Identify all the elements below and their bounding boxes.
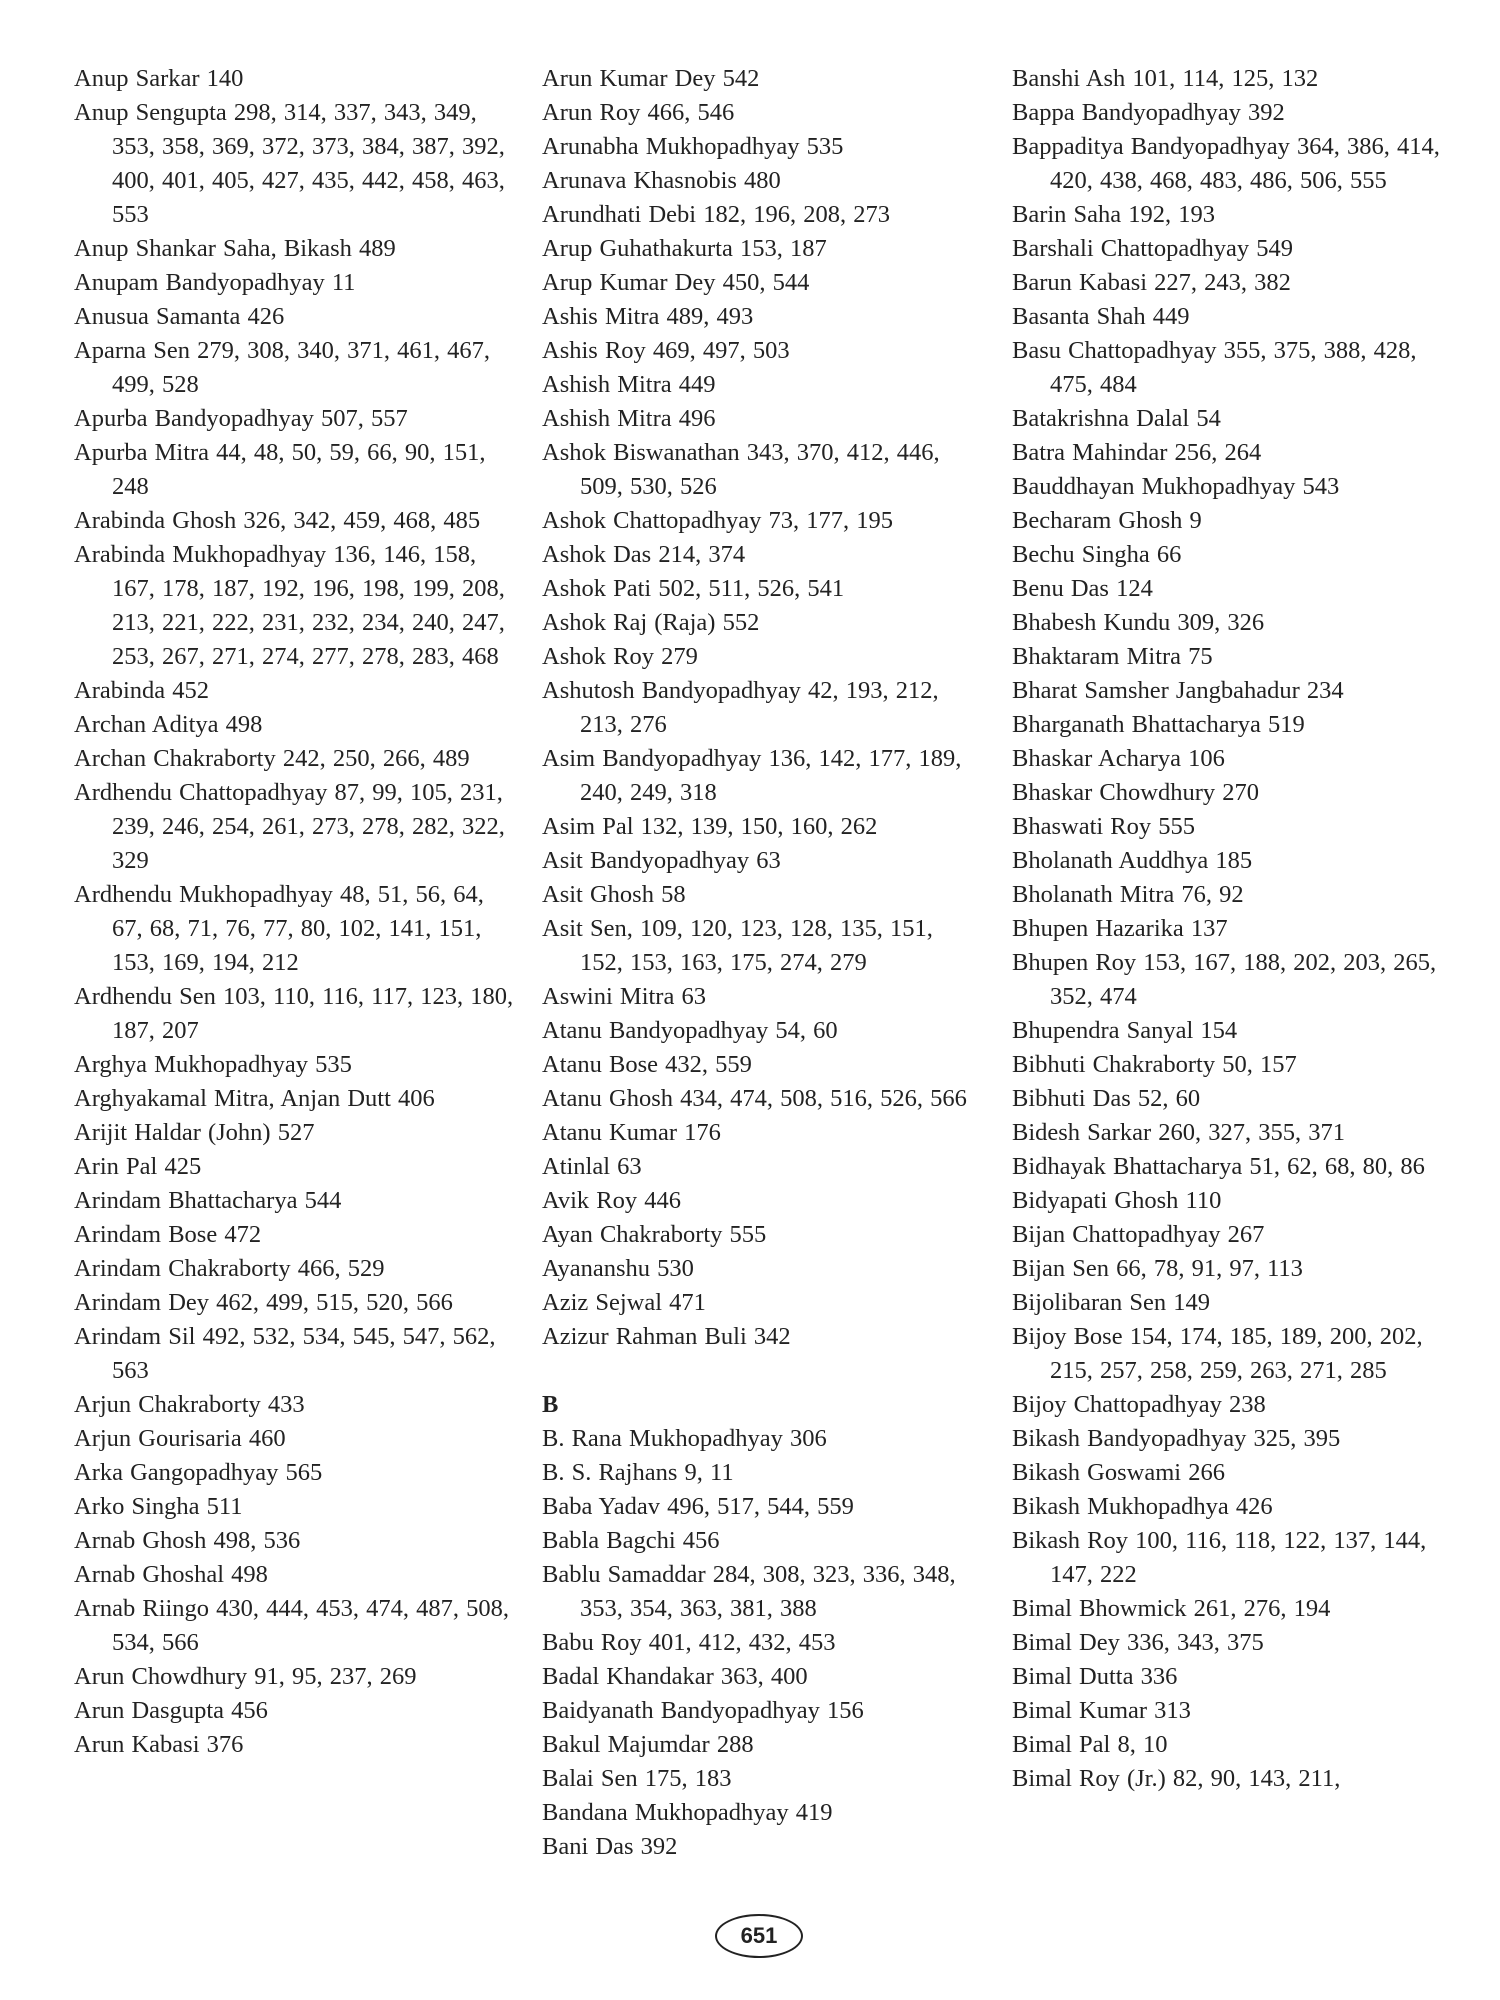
index-entry: Basanta Shah 449 — [1012, 303, 1190, 330]
index-entry: Bimal Dey 336, 343, 375 — [1012, 1629, 1264, 1656]
index-entry: Anup Shankar Saha, Bikash 489 — [74, 235, 396, 262]
index-column-1 — [74, 62, 514, 1762]
index-entry: Arin Pal 425 — [74, 1153, 202, 1180]
index-entry: Arnab Ghoshal 498 — [74, 1561, 268, 1588]
index-entry: Bimal Pal 8, 10 — [1012, 1731, 1168, 1758]
index-entry: Ashok Roy 279 — [542, 643, 698, 670]
index-entry: Bijolibaran Sen 149 — [1012, 1289, 1210, 1316]
index-entry: Ashis Mitra 489, 493 — [542, 303, 754, 330]
index-entry: Barun Kabasi 227, 243, 382 — [1012, 269, 1291, 296]
index-entry: Arindam Bose 472 — [74, 1221, 262, 1248]
index-entry: Ashish Mitra 449 — [542, 371, 716, 398]
index-entry: Arko Singha 511 — [74, 1493, 243, 1520]
index-entry: Arindam Dey 462, 499, 515, 520, 566 — [74, 1289, 453, 1316]
index-entry: Bijan Sen 66, 78, 91, 97, 113 — [1012, 1255, 1303, 1282]
index-entry: Atanu Bandyopadhyay 54, 60 — [542, 1017, 838, 1044]
section-letter-heading: B — [542, 1391, 559, 1418]
index-entry: Bijoy Bose 154, 174, 185, 189, 200, 202, 215, 257, 258, 259, 263, 271, 285 — [1012, 1323, 1423, 1384]
index-entry: Bimal Bhowmick 261, 276, 194 — [1012, 1595, 1331, 1622]
index-entry: Bhupen Roy 153, 167, 188, 202, 203, 265, 352, 474 — [1012, 949, 1437, 1010]
index-entry: Ardhendu Sen 103, 110, 116, 117, 123, 180, 187, 207 — [74, 983, 514, 1044]
index-entry: Bholanath Mitra 76, 92 — [1012, 881, 1244, 908]
index-entry: Ashok Biswanathan 343, 370, 412, 446, 509, 530, 526 — [542, 439, 940, 500]
index-entry: Arindam Bhattacharya 544 — [74, 1187, 342, 1214]
index-entry: Archan Chakraborty 242, 250, 266, 489 — [74, 745, 470, 772]
index-entry: Banshi Ash 101, 114, 125, 132 — [1012, 65, 1319, 92]
index-entry: Barin Saha 192, 193 — [1012, 201, 1216, 228]
index-entry: Arun Kumar Dey 542 — [542, 65, 760, 92]
index-entry: Bimal Roy (Jr.) 82, 90, 143, 211, — [1012, 1765, 1341, 1792]
index-entry: Archan Aditya 498 — [74, 711, 263, 738]
index-entry: B. S. Rajhans 9, 11 — [542, 1459, 734, 1486]
index-entry: Bidyapati Ghosh 110 — [1012, 1187, 1222, 1214]
index-column-3 — [1012, 62, 1452, 1796]
index-entry: Bhabesh Kundu 309, 326 — [1012, 609, 1265, 636]
index-entry: Arjun Chakraborty 433 — [74, 1391, 305, 1418]
index-entry: Bauddhayan Mukhopadhyay 543 — [1012, 473, 1340, 500]
index-entry: Bijan Chattopadhyay 267 — [1012, 1221, 1265, 1248]
index-entry: Arup Kumar Dey 450, 544 — [542, 269, 810, 296]
index-entry: Anupam Bandyopadhyay 11 — [74, 269, 356, 296]
index-entry: Atanu Kumar 176 — [542, 1119, 721, 1146]
index-entry: Atanu Bose 432, 559 — [542, 1051, 752, 1078]
index-entry: Arun Roy 466, 546 — [542, 99, 735, 126]
index-entry: Benu Das 124 — [1012, 575, 1153, 602]
index-entry: Arup Guhathakurta 153, 187 — [542, 235, 827, 262]
index-entry: Aziz Sejwal 471 — [542, 1289, 706, 1316]
index-entry: Bappa Bandyopadhyay 392 — [1012, 99, 1285, 126]
index-entry: B. Rana Mukhopadhyay 306 — [542, 1425, 827, 1452]
index-entry: Atanu Ghosh 434, 474, 508, 516, 526, 566 — [542, 1085, 967, 1112]
index-entry: Asit Sen, 109, 120, 123, 128, 135, 151, 152, 153, 163, 175, 274, 279 — [542, 915, 933, 976]
index-entry: Bhupendra Sanyal 154 — [1012, 1017, 1238, 1044]
index-entry: Arabinda Mukhopadhyay 136, 146, 158, 167, 178, 187, 192, 196, 198, 199, 208, 213, 221, 222, 231, 232, 234, 240, 247, 253, 267, 271, 274, 277, 278, 283, 468 — [74, 541, 505, 670]
index-entry: Arnab Riingo 430, 444, 453, 474, 487, 508, 534, 566 — [74, 1595, 510, 1656]
index-entry: Asit Ghosh 58 — [542, 881, 686, 908]
index-entry: Arindam Chakraborty 466, 529 — [74, 1255, 385, 1282]
index-entry: Bechu Singha 66 — [1012, 541, 1182, 568]
index-entry: Barshali Chattopadhyay 549 — [1012, 235, 1293, 262]
index-entry: Bimal Dutta 336 — [1012, 1663, 1178, 1690]
index-column-2 — [542, 62, 982, 1864]
index-entry: Ardhendu Mukhopadhyay 48, 51, 56, 64, 67, 68, 71, 76, 77, 80, 102, 141, 151, 153, 169, 194, 212 — [74, 881, 484, 976]
page-number: 651 — [715, 1914, 803, 1958]
index-entry: Ashok Das 214, 374 — [542, 541, 746, 568]
index-entry: Bandana Mukhopadhyay 419 — [542, 1799, 833, 1826]
index-entry: Ashish Mitra 496 — [542, 405, 716, 432]
index-entry: Bidesh Sarkar 260, 327, 355, 371 — [1012, 1119, 1345, 1146]
index-entry: Ashok Pati 502, 511, 526, 541 — [542, 575, 845, 602]
index-entry: Bikash Mukhopadhya 426 — [1012, 1493, 1273, 1520]
index-entry: Bakul Majumdar 288 — [542, 1731, 754, 1758]
index-entry: Ashok Chattopadhyay 73, 177, 195 — [542, 507, 894, 534]
index-entry: Baidyanath Bandyopadhyay 156 — [542, 1697, 864, 1724]
index-entry: Bani Das 392 — [542, 1833, 678, 1860]
index-entry: Bappaditya Bandyopadhyay 364, 386, 414, 420, 438, 468, 483, 486, 506, 555 — [1012, 133, 1440, 194]
index-entry: Bharat Samsher Jangbahadur 234 — [1012, 677, 1344, 704]
index-entry: Anusua Samanta 426 — [74, 303, 285, 330]
index-entry: Bimal Kumar 313 — [1012, 1697, 1191, 1724]
index-entry: Badal Khandakar 363, 400 — [542, 1663, 808, 1690]
index-entry: Arjun Gourisaria 460 — [74, 1425, 286, 1452]
index-entry: Arun Kabasi 376 — [74, 1731, 244, 1758]
index-entry: Batra Mahindar 256, 264 — [1012, 439, 1262, 466]
index-entry: Arun Chowdhury 91, 95, 237, 269 — [74, 1663, 417, 1690]
index-entry: Bhaktaram Mitra 75 — [1012, 643, 1213, 670]
index-entry: Arunava Khasnobis 480 — [542, 167, 781, 194]
index-entry: Arabinda Ghosh 326, 342, 459, 468, 485 — [74, 507, 481, 534]
index-entry: Bikash Goswami 266 — [1012, 1459, 1225, 1486]
index-entry: Ayananshu 530 — [542, 1255, 694, 1282]
index-entry: Azizur Rahman Buli 342 — [542, 1323, 791, 1350]
index-entry: Arundhati Debi 182, 196, 208, 273 — [542, 201, 890, 228]
index-entry: Bhaskar Chowdhury 270 — [1012, 779, 1259, 806]
index-entry: Arka Gangopadhyay 565 — [74, 1459, 323, 1486]
index-entry: Anup Sengupta 298, 314, 337, 343, 349, 353, 358, 369, 372, 373, 384, 387, 392, 400, 401, 405, 427, 435, 442, 458, 463, 553 — [74, 99, 505, 228]
index-entry: Bhaskar Acharya 106 — [1012, 745, 1225, 772]
index-entry: Bhaswati Roy 555 — [1012, 813, 1196, 840]
index-entry: Asit Bandyopadhyay 63 — [542, 847, 781, 874]
index-entry: Apurba Bandyopadhyay 507, 557 — [74, 405, 408, 432]
index-entry: Asim Pal 132, 139, 150, 160, 262 — [542, 813, 878, 840]
index-entry: Bidhayak Bhattacharya 51, 62, 68, 80, 86 — [1012, 1153, 1425, 1180]
index-entry: Bharganath Bhattacharya 519 — [1012, 711, 1305, 738]
index-entry: Balai Sen 175, 183 — [542, 1765, 732, 1792]
index-entry: Ashok Raj (Raja) 552 — [542, 609, 760, 636]
index-entry: Arindam Sil 492, 532, 534, 545, 547, 562, 563 — [74, 1323, 496, 1384]
index-entry: Atinlal 63 — [542, 1153, 642, 1180]
index-entry: Anup Sarkar 140 — [74, 65, 244, 92]
section-gap — [542, 1354, 982, 1388]
index-entry: Ayan Chakraborty 555 — [542, 1221, 767, 1248]
index-entry: Avik Roy 446 — [542, 1187, 682, 1214]
index-entry: Arun Dasgupta 456 — [74, 1697, 268, 1724]
index-entry: Aparna Sen 279, 308, 340, 371, 461, 467, 499, 528 — [74, 337, 490, 398]
index-entry: Bibhuti Chakraborty 50, 157 — [1012, 1051, 1297, 1078]
index-entry: Babla Bagchi 456 — [542, 1527, 720, 1554]
index-entry: Aswini Mitra 63 — [542, 983, 706, 1010]
index-entry: Arijit Haldar (John) 527 — [74, 1119, 315, 1146]
index-entry: Bablu Samaddar 284, 308, 323, 336, 348, 353, 354, 363, 381, 388 — [542, 1561, 956, 1622]
index-entry: Babu Roy 401, 412, 432, 453 — [542, 1629, 836, 1656]
index-entry: Bikash Bandyopadhyay 325, 395 — [1012, 1425, 1341, 1452]
index-entry: Arabinda 452 — [74, 677, 210, 704]
index-entry: Arnab Ghosh 498, 536 — [74, 1527, 301, 1554]
index-entry: Batakrishna Dalal 54 — [1012, 405, 1221, 432]
index-entry: Arunabha Mukhopadhyay 535 — [542, 133, 844, 160]
index-entry: Ashis Roy 469, 497, 503 — [542, 337, 790, 364]
index-entry: Bholanath Auddhya 185 — [1012, 847, 1253, 874]
index-entry: Asim Bandyopadhyay 136, 142, 177, 189, 240, 249, 318 — [542, 745, 962, 806]
index-entry: Bijoy Chattopadhyay 238 — [1012, 1391, 1266, 1418]
index-entry: Becharam Ghosh 9 — [1012, 507, 1202, 534]
index-entry: Bibhuti Das 52, 60 — [1012, 1085, 1201, 1112]
index-entry: Apurba Mitra 44, 48, 50, 59, 66, 90, 151, 248 — [74, 439, 486, 500]
index-entry: Ashutosh Bandyopadhyay 42, 193, 212, 213, 276 — [542, 677, 939, 738]
index-entry: Bikash Roy 100, 116, 118, 122, 137, 144, 147, 222 — [1012, 1527, 1427, 1588]
index-entry: Arghya Mukhopadhyay 535 — [74, 1051, 352, 1078]
index-entry: Arghyakamal Mitra, Anjan Dutt 406 — [74, 1085, 435, 1112]
index-entry: Bhupen Hazarika 137 — [1012, 915, 1228, 942]
index-entry: Baba Yadav 496, 517, 544, 559 — [542, 1493, 854, 1520]
index-entry: Basu Chattopadhyay 355, 375, 388, 428, 475, 484 — [1012, 337, 1417, 398]
index-entry: Ardhendu Chattopadhyay 87, 99, 105, 231, 239, 246, 254, 261, 273, 278, 282, 322, 329 — [74, 779, 505, 874]
